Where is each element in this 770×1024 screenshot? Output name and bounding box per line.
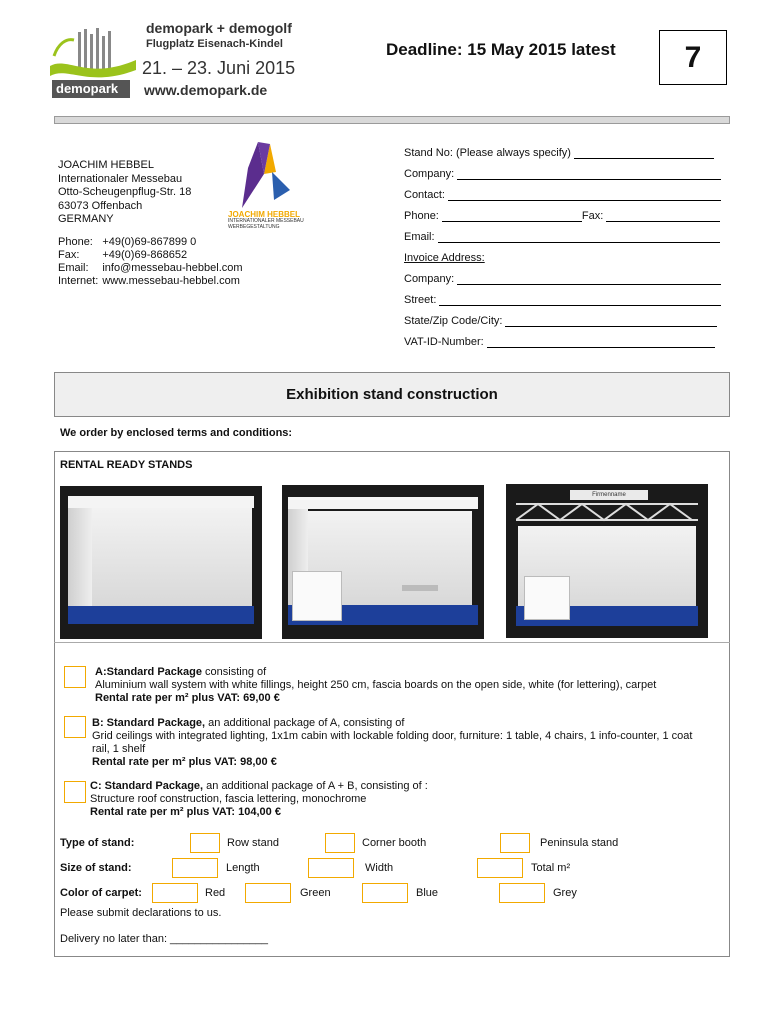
logo-dates: 21. – 23. Juni 2015 (142, 58, 296, 78)
package-b-intro: an additional package of A, consisting of (205, 717, 405, 729)
stand-no-field[interactable] (404, 147, 714, 159)
form-number-box: 7 (659, 30, 727, 85)
stand-a-back-wall (92, 508, 252, 608)
contact-field[interactable] (404, 189, 721, 201)
contact-email-value: info@messebau-hebbel.com (102, 262, 243, 274)
demopark-logo (48, 18, 298, 104)
logo-brand-label: demopark (52, 80, 130, 98)
package-c-intro: an additional package of A + B, consisting of : (203, 780, 428, 792)
package-a-checkbox[interactable] (64, 666, 86, 688)
stand-b-table (402, 585, 438, 591)
company-street: Otto-Scheugenpflug-Str. 18 (58, 186, 192, 198)
package-b-desc: Grid ceilings with integrated lighting, 1x1m cabin with lockable folding door, furniture: 1 table, 4 chairs, 1 info-counter, 1 coat rail, 1 shelf (92, 730, 693, 755)
email-line[interactable] (438, 233, 720, 243)
stand-c-info-counter (524, 576, 570, 620)
stand-a-side-wall (68, 506, 92, 614)
size-of-stand-label: Size of stand: (60, 862, 132, 874)
package-b-title: B: Standard Package, (92, 717, 206, 729)
invoice-company-line[interactable] (457, 275, 721, 285)
contact-email-label: Email: (58, 262, 89, 274)
submit-note: Please submit declarations to us. (60, 907, 222, 919)
stand-photo-b (282, 485, 484, 639)
package-a-desc: Aluminium wall system with white fillings, height 250 cm, fascia boards on the open side, white (for lettering), carpet (95, 679, 657, 691)
section-title: Exhibition stand construction (54, 372, 730, 417)
company-city: 63073 Offenbach (58, 199, 143, 212)
company-line2: Internationaler Messebau (58, 172, 183, 185)
rental-heading: RENTAL READY STANDS (60, 459, 193, 471)
street-label: Street: (404, 294, 437, 306)
corner-booth-checkbox[interactable] (325, 833, 355, 853)
vat-id-field[interactable] (404, 336, 715, 348)
contact-phone-value: +49(0)69-867899 0 (102, 236, 197, 248)
invoice-address-heading (404, 252, 485, 264)
contact-label: Contact: (404, 189, 445, 201)
invoice-company-label: Company: (404, 273, 455, 285)
carpet-green-label: Green (300, 887, 331, 899)
width-label: Width (365, 862, 394, 874)
package-c-desc: Structure roof construction, fascia lettering, monochrome (90, 793, 367, 805)
email-label: Email: (404, 231, 435, 243)
company-line[interactable] (457, 170, 721, 180)
type-of-stand-label: Type of stand: (60, 837, 135, 849)
package-b-rate: Rental rate per m² plus VAT: 98,00 € (92, 756, 277, 768)
package-b (92, 717, 702, 769)
total-m2-input[interactable] (477, 858, 523, 878)
contact-phone-label: Phone: (58, 236, 93, 248)
contact-fax-value: +49(0)69-868652 (102, 249, 188, 261)
stand-b-fascia (288, 497, 478, 509)
hebbel-logo-sub1: INTERNATIONALER MESSEBAU (228, 218, 304, 224)
stand-photo-a (60, 486, 262, 639)
company-field[interactable] (404, 168, 721, 180)
package-a-rate: Rental rate per m² plus VAT: 69,00 € (95, 692, 280, 704)
package-a-title-line (95, 666, 715, 679)
hebbel-logo-subtitle (228, 219, 304, 230)
contact-line[interactable] (448, 191, 721, 201)
stand-b-info-counter (292, 571, 342, 621)
carpet-grey-checkbox[interactable] (499, 883, 545, 903)
row-stand-label: Row stand (227, 837, 279, 849)
contact-internet-label: Internet: (58, 275, 99, 287)
package-b-checkbox[interactable] (64, 716, 86, 738)
stand-c-fascia-sign: Firmenname (570, 490, 648, 500)
package-c-title: C: Standard Package, (90, 780, 204, 792)
contact-fax-label: Fax: (58, 249, 80, 261)
carpet-red-checkbox[interactable] (152, 883, 198, 903)
vat-id-label: VAT-ID-Number: (404, 336, 484, 348)
street-line[interactable] (439, 296, 721, 306)
stand-a-carpet (68, 606, 254, 624)
logo-location: Flugplatz Eisenach-Kindel (146, 38, 283, 50)
package-c-checkbox[interactable] (64, 781, 86, 803)
stand-a-fascia (68, 496, 254, 508)
state-zip-city-line[interactable] (505, 317, 717, 327)
total-m2-label: Total m² (531, 862, 571, 874)
logo-website: www.demopark.de (144, 82, 268, 98)
length-label: Length (226, 862, 260, 874)
color-of-carpet-label: Color of carpet: (60, 887, 142, 899)
stand-c-roof-truss (516, 500, 698, 528)
delivery-deadline-field[interactable]: Delivery no later than: ________________ (60, 933, 268, 945)
row-stand-checkbox[interactable] (190, 833, 220, 853)
hebbel-logo (228, 138, 308, 234)
stand-photo-c (506, 484, 708, 638)
package-c (90, 780, 710, 819)
peninsula-stand-checkbox[interactable] (500, 833, 530, 853)
carpet-grey-label: Grey (553, 887, 577, 899)
peninsula-stand-label: Peninsula stand (540, 837, 619, 849)
state-zip-city-label: State/Zip Code/City: (404, 315, 503, 327)
company-contact (58, 236, 243, 288)
hebbel-logo-graphic (228, 138, 308, 210)
fax-line[interactable] (606, 212, 720, 222)
contact-internet-value: www.messebau-hebbel.com (102, 275, 240, 287)
phone-label: Phone: (404, 210, 439, 222)
package-c-rate: Rental rate per m² plus VAT: 104,00 € (90, 806, 281, 818)
package-c-title-line (90, 780, 710, 793)
company-address (58, 159, 191, 227)
company-country: GERMANY (58, 213, 114, 225)
carpet-green-checkbox[interactable] (245, 883, 291, 903)
stand-no-label: Stand No: (Please always specify) (404, 147, 571, 159)
phone-fax-field[interactable] (404, 210, 720, 222)
fax-label: Fax: (581, 210, 604, 222)
invoice-company-field[interactable] (404, 273, 721, 285)
hebbel-logo-name: JOACHIM HEBBEL (228, 210, 301, 219)
order-terms-text: We order by enclosed terms and conditions: (60, 427, 293, 439)
logo-event-name: demopark + demogolf (146, 20, 292, 36)
header-divider-bar (54, 116, 730, 124)
package-a-title: A:Standard Package (95, 666, 202, 678)
package-b-title-line (92, 717, 702, 730)
deadline-heading: Deadline: 15 May 2015 latest (386, 40, 616, 59)
width-input[interactable] (308, 858, 354, 878)
carpet-red-label: Red (205, 887, 226, 899)
carpet-blue-checkbox[interactable] (362, 883, 408, 903)
state-zip-city-field[interactable] (404, 315, 717, 327)
company-name: JOACHIM HEBBEL (58, 159, 154, 171)
stand-no-line[interactable] (574, 149, 714, 159)
email-field[interactable] (404, 231, 720, 243)
hebbel-logo-sub2: WERBEGESTALTUNG (228, 223, 280, 230)
street-field[interactable] (404, 294, 721, 306)
packages-separator (54, 642, 730, 643)
package-a-intro: consisting of (201, 666, 267, 678)
invoice-address-label: Invoice Address: (404, 252, 485, 264)
company-label: Company: (404, 168, 455, 180)
vat-id-line[interactable] (487, 338, 715, 348)
length-input[interactable] (172, 858, 218, 878)
phone-line[interactable] (442, 212, 582, 222)
carpet-blue-label: Blue (416, 887, 439, 899)
corner-booth-label: Corner booth (362, 837, 427, 849)
package-a (95, 666, 715, 705)
